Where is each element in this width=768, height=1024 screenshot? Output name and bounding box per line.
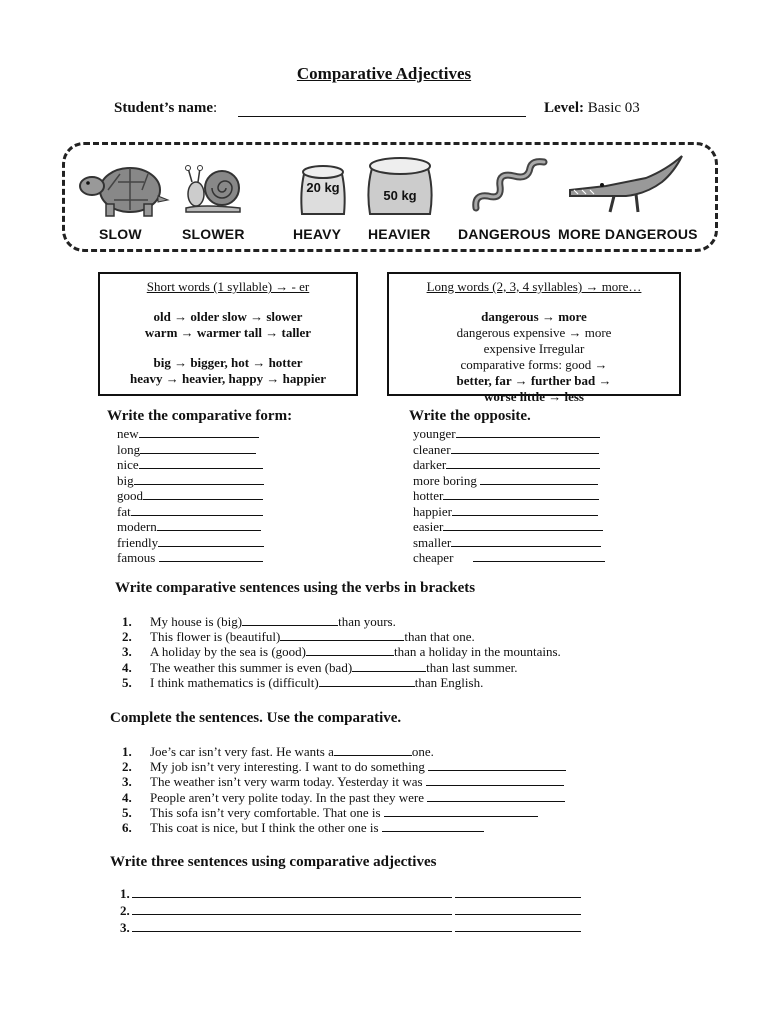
answer-blank[interactable] [319,675,415,687]
short-words-box [98,272,358,396]
answer-blank[interactable] [280,629,404,641]
answer-blank[interactable] [140,442,256,454]
answer-blank[interactable] [382,820,484,832]
answer-blank[interactable] [428,759,566,771]
ex1-list [117,426,264,566]
ex3-item: 1. My house is (big) than yours. [122,614,396,629]
ex1-item: nice [117,457,264,473]
ex1-item: long [117,442,264,458]
answer-blank[interactable] [132,886,452,898]
answer-blank[interactable] [139,457,263,469]
answer-blank[interactable] [159,550,263,562]
label-dangerous: DANGEROUS [458,226,551,242]
turtle-icon [78,160,170,218]
short-words-heading: Short words (1 syllable) → - er [146,279,310,294]
ex4-list [122,744,566,835]
long-rule-line: dangerous expensive → more [456,325,612,340]
big-sack-label: 50 kg [383,188,417,203]
big-sack-icon [364,154,436,218]
answer-blank[interactable] [352,660,426,672]
ex3-list [122,614,561,690]
ex3-item: 2. This flower is (beautiful) than that one. [122,629,475,645]
answer-blank[interactable] [456,426,600,438]
ex4-title: Complete the sentences. Use the comparative. [110,710,402,726]
ex2-list [413,426,605,566]
ex4-item: 5. This sofa isn’t very comfortable. That one is [122,805,566,820]
long-words-heading: Long words (2, 3, 4 syllables) → more… [426,279,642,294]
answer-blank[interactable] [473,550,605,562]
small-sack-label: 20 kg [306,180,340,195]
long-rule-line: worse little → less [483,389,584,404]
ex5-item: 2. [120,903,581,920]
level-info: Level: Basic 03 [544,100,640,116]
snail-icon [182,164,244,214]
ex5-item: 3. [120,920,581,937]
ex4-item: 3. The weather isn’t very warm today. Yesterday it was [122,774,566,789]
ex2-item: easier [413,519,605,535]
ex2-item: happier [413,504,605,520]
answer-blank[interactable] [131,504,263,516]
label-slow: SLOW [99,226,142,242]
ex4-item: 2. My job isn’t very interesting. I want to do something [122,759,566,774]
answer-blank[interactable] [451,442,599,454]
answer-blank[interactable] [455,886,581,898]
answer-blank[interactable] [443,519,603,531]
ex1-item: famous [117,550,264,566]
ex4-item: 4. People aren’t very polite today. In the past they were [122,790,566,805]
answer-blank[interactable] [427,790,565,802]
ex3-item: 5. I think mathematics is (difficult) than English. [122,674,484,690]
snake-icon [470,156,550,214]
answer-blank[interactable] [134,473,264,485]
ex1-item: modern [117,519,264,535]
ex3-item: 4. The weather this summer is even (bad) than last summer. [122,659,518,675]
answer-blank[interactable] [384,805,538,817]
ex1-item: good [117,488,264,504]
answer-blank[interactable] [451,535,601,547]
crocodile-icon [566,152,686,218]
ex2-item: more boring [413,473,605,489]
ex2-item: younger [413,426,605,442]
ex1-item: new [117,426,264,442]
ex1-item: big [117,473,264,489]
ex4-item: 6. This coat is nice, but I think the other one is [122,820,566,835]
ex1-item: fat [117,504,264,520]
short-rule-line: big → bigger, hot → hotter [153,355,303,370]
answer-blank[interactable] [139,426,259,438]
answer-blank[interactable] [443,488,599,500]
long-rule-line: better, far → further bad → [456,373,612,388]
ex2-title: Write the opposite. [409,408,531,424]
label-heavy: HEAVY [293,226,342,242]
ex2-item: cheaper [413,550,605,566]
answer-blank[interactable] [143,488,263,500]
answer-blank[interactable] [132,920,452,932]
answer-blank[interactable] [452,504,598,516]
ex5-title: Write three sentences using comparative adjectives [110,854,437,870]
short-rule-line: old → older slow → slower [153,309,303,324]
student-name-label: Student’s name: [114,100,218,116]
ex2-item: smaller [413,535,605,551]
long-rule-line: comparative forms: good → [460,357,608,372]
label-heavier: HEAVIER [368,226,431,242]
ex1-title: Write the comparative form: [107,408,293,424]
answer-blank[interactable] [132,903,452,915]
ex3-item: 3. A holiday by the sea is (good) than a holiday in the mountains. [122,644,561,660]
page-title: Comparative Adjectives [296,64,472,83]
answer-blank[interactable] [480,473,598,485]
answer-blank[interactable] [426,774,564,786]
answer-blank[interactable] [446,457,600,469]
label-slower: SLOWER [182,226,245,242]
answer-blank[interactable] [158,535,264,547]
ex5-item: 1. [120,886,581,903]
answer-blank[interactable] [334,744,412,756]
answer-blank[interactable] [455,920,581,932]
answer-blank[interactable] [157,519,261,531]
ex2-item: darker [413,457,605,473]
long-rule-line: expensive Irregular [483,341,585,356]
short-rule-line: heavy → heavier, happy → happier [130,371,326,386]
answer-blank[interactable] [455,903,581,915]
student-name-field[interactable] [238,116,526,117]
ex5-list [120,886,581,937]
ex2-item: hotter [413,488,605,504]
ex3-title: Write comparative sentences using the verbs in brackets [115,580,476,596]
long-words-box [387,272,681,404]
answer-blank[interactable] [306,644,394,656]
short-rule-line: warm → warmer tall → taller [144,325,312,340]
answer-blank[interactable] [242,614,338,626]
ex1-item: friendly [117,535,264,551]
ex4-item: 1. Joe’s car isn’t very fast. He wants a one. [122,744,434,759]
small-sack-icon [294,162,352,218]
label-more-dangerous: MORE DANGEROUS [558,226,698,242]
ex2-item: cleaner [413,442,605,458]
long-rule-line: dangerous → more [481,309,587,324]
